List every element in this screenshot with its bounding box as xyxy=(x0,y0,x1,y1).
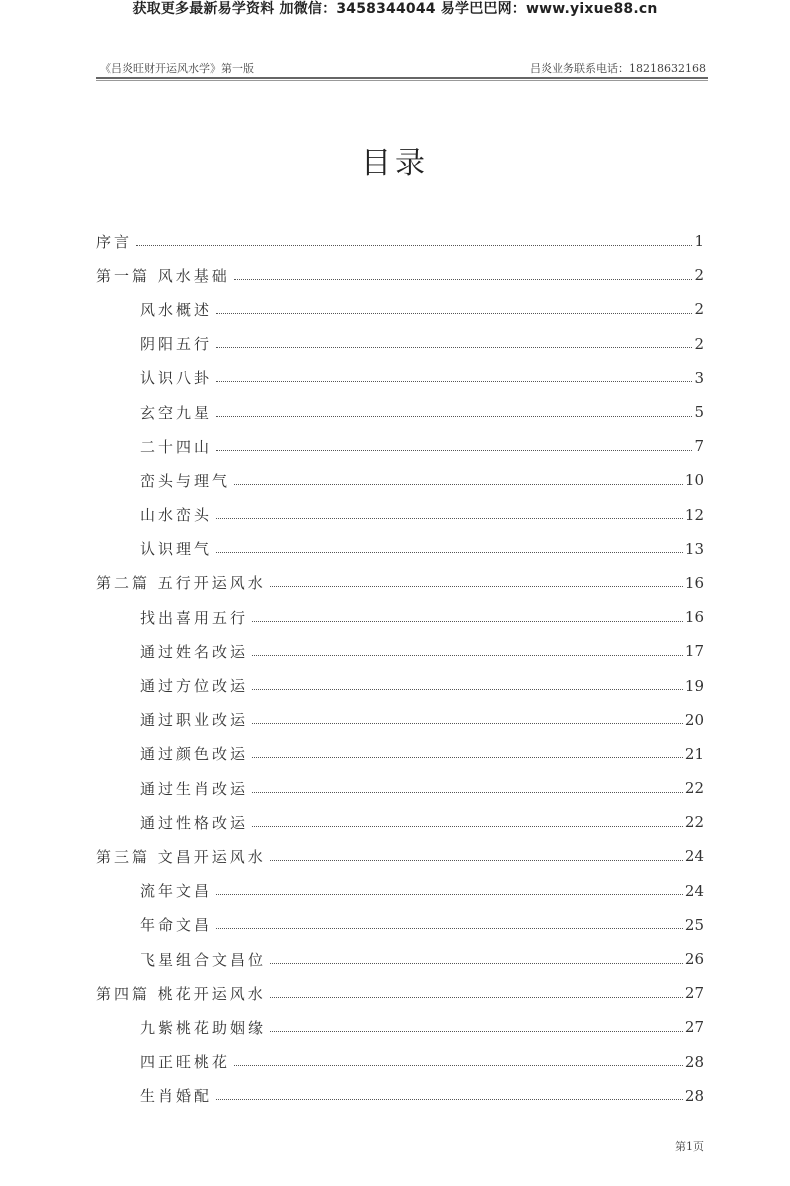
toc-entry-page: 2 xyxy=(694,300,704,319)
toc-entry-label: 年命文昌 xyxy=(140,916,213,935)
toc-entry-part[interactable] xyxy=(96,976,704,1010)
toc-entry-page: 27 xyxy=(684,984,704,1003)
dot-leader xyxy=(270,586,683,587)
toc-entry-label: 玄空九星 xyxy=(140,403,213,422)
dot-leader xyxy=(216,313,692,314)
toc-entry-label: 第二篇 五行开运风水 xyxy=(96,574,266,593)
toc-entry-page: 12 xyxy=(684,505,704,524)
toc-entry-part[interactable] xyxy=(96,258,704,292)
dot-leader xyxy=(252,826,683,827)
toc-entry-page: 22 xyxy=(684,813,704,832)
toc-entry-label: 通过方位改运 xyxy=(140,677,249,696)
toc-entry-label: 认识理气 xyxy=(140,540,213,559)
page-number: 第1页 xyxy=(675,1140,704,1153)
toc-entry-label: 风水概述 xyxy=(140,300,213,319)
toc-entry-page: 24 xyxy=(684,847,704,866)
toc-entry-section[interactable] xyxy=(96,498,704,532)
toc-entry-page: 16 xyxy=(684,573,704,592)
toc-entry-label: 流年文昌 xyxy=(140,882,213,901)
toc-entry-section[interactable] xyxy=(96,429,704,463)
toc-entry-section[interactable] xyxy=(96,1079,704,1113)
toc-entry-label: 九紫桃花助姻缘 xyxy=(140,1018,267,1037)
toc-entry-label: 通过颜色改运 xyxy=(140,745,249,764)
toc-entry-label: 第三篇 文昌开运风水 xyxy=(96,847,266,866)
toc-entry-section[interactable] xyxy=(96,908,704,942)
toc-entry-section[interactable] xyxy=(96,292,704,326)
toc-entry-label: 飞星组合文昌位 xyxy=(140,950,267,969)
toc-title: 目录 xyxy=(361,146,429,181)
toc-entry-page: 2 xyxy=(694,266,704,285)
toc-entry-page: 27 xyxy=(684,1018,704,1037)
contact-phone: 吕炎业务联系电话：18218632168 xyxy=(530,62,706,75)
toc-entry-section[interactable] xyxy=(96,771,704,805)
dot-leader xyxy=(270,860,683,861)
toc-entry-page: 10 xyxy=(684,471,704,490)
toc-entry-section[interactable] xyxy=(96,703,704,737)
toc-entry-section[interactable] xyxy=(96,874,704,908)
toc-entry-section[interactable] xyxy=(96,327,704,361)
toc-entry-page: 2 xyxy=(694,334,704,353)
toc-entry-label: 第一篇 风水基础 xyxy=(96,266,230,285)
dot-leader xyxy=(252,655,683,656)
toc-entry-section[interactable] xyxy=(96,634,704,668)
toc-entry-label: 序言 xyxy=(96,232,133,251)
toc-entry-page: 3 xyxy=(694,368,704,387)
dot-leader xyxy=(234,484,683,485)
dot-leader xyxy=(216,1099,683,1100)
dot-leader xyxy=(252,757,683,758)
dot-leader xyxy=(252,792,683,793)
running-header xyxy=(100,60,706,78)
toc-entry-section[interactable] xyxy=(96,805,704,839)
toc-entry-label: 阴阳五行 xyxy=(140,335,213,354)
toc-entry-page: 24 xyxy=(684,881,704,900)
dot-leader xyxy=(234,1065,683,1066)
toc-entry-section[interactable] xyxy=(96,1045,704,1079)
toc-entry-page: 28 xyxy=(684,1052,704,1071)
promo-banner: 获取更多最新易学资料 加微信：3458344044 易学巴巴网：www.yixue88.cn xyxy=(132,1,658,17)
dot-leader xyxy=(216,552,683,553)
toc-entry-section[interactable] xyxy=(96,532,704,566)
dot-leader xyxy=(270,963,683,964)
toc-entry-page: 26 xyxy=(684,950,704,969)
toc-entry-label: 生肖婚配 xyxy=(140,1087,213,1106)
toc-entry-page: 22 xyxy=(684,779,704,798)
table-of-contents xyxy=(96,224,704,1113)
toc-entry-label: 通过性格改运 xyxy=(140,813,249,832)
header-rule xyxy=(96,77,708,79)
toc-entry-section[interactable] xyxy=(96,361,704,395)
dot-leader xyxy=(252,689,683,690)
toc-entry-label: 山水峦头 xyxy=(140,506,213,525)
toc-entry-label: 通过职业改运 xyxy=(140,711,249,730)
dot-leader xyxy=(270,997,683,998)
dot-leader xyxy=(270,1031,683,1032)
book-title: 《吕炎旺财开运风水学》第一版 xyxy=(100,62,254,75)
toc-entry-page: 7 xyxy=(694,437,704,456)
dot-leader xyxy=(216,416,692,417)
toc-entry-page: 13 xyxy=(684,539,704,558)
toc-entry-page: 28 xyxy=(684,1086,704,1105)
toc-entry-page: 20 xyxy=(684,710,704,729)
toc-entry-section[interactable] xyxy=(96,668,704,702)
dot-leader xyxy=(216,518,683,519)
toc-entry-label: 峦头与理气 xyxy=(140,471,231,490)
dot-leader xyxy=(252,621,683,622)
toc-entry-page: 25 xyxy=(684,915,704,934)
toc-entry-label: 第四篇 桃花开运风水 xyxy=(96,984,266,1003)
dot-leader xyxy=(234,279,693,280)
toc-entry-part[interactable] xyxy=(96,566,704,600)
toc-entry-page: 16 xyxy=(684,608,704,627)
toc-entry-page: 5 xyxy=(694,403,704,422)
dot-leader xyxy=(136,245,692,246)
toc-entry-label: 通过姓名改运 xyxy=(140,642,249,661)
toc-entry-page: 1 xyxy=(694,232,704,251)
toc-entry-page: 17 xyxy=(684,642,704,661)
dot-leader xyxy=(216,347,692,348)
header-rule-thin xyxy=(96,80,708,81)
toc-entry-label: 通过生肖改运 xyxy=(140,779,249,798)
toc-entry-label: 二十四山 xyxy=(140,437,213,456)
toc-entry-label: 四正旺桃花 xyxy=(140,1053,231,1072)
toc-entry-label: 认识八卦 xyxy=(140,369,213,388)
toc-entry-section[interactable] xyxy=(96,942,704,976)
toc-entry-label: 找出喜用五行 xyxy=(140,608,249,627)
dot-leader xyxy=(216,450,692,451)
toc-entry-section[interactable] xyxy=(96,463,704,497)
dot-leader xyxy=(216,894,683,895)
toc-entry-section[interactable] xyxy=(96,600,704,634)
toc-entry-part[interactable] xyxy=(96,224,704,258)
dot-leader xyxy=(216,928,683,929)
toc-entry-section[interactable] xyxy=(96,1010,704,1044)
toc-entry-section[interactable] xyxy=(96,395,704,429)
dot-leader xyxy=(252,723,683,724)
toc-entry-page: 19 xyxy=(684,676,704,695)
toc-entry-section[interactable] xyxy=(96,737,704,771)
toc-entry-part[interactable] xyxy=(96,839,704,873)
toc-entry-page: 21 xyxy=(684,744,704,763)
dot-leader xyxy=(216,381,692,382)
